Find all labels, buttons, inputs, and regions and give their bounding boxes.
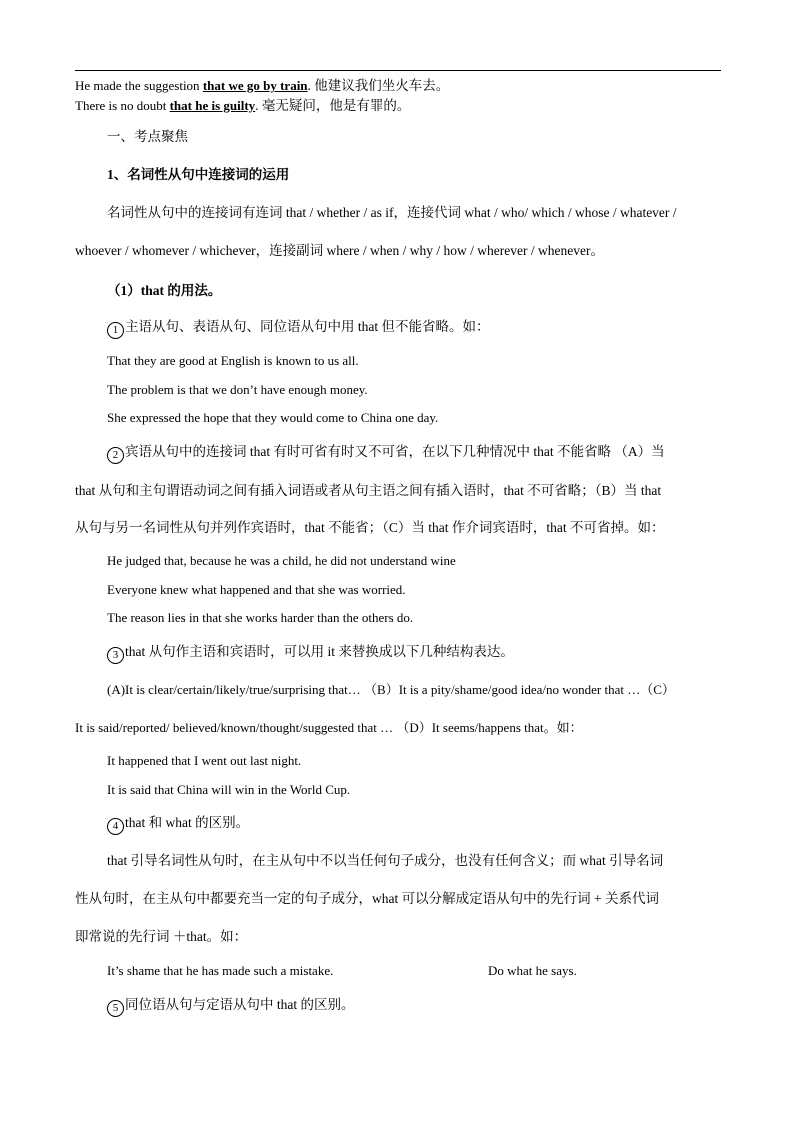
heading-connectives: 1、名词性从句中连接词的运用	[107, 167, 290, 182]
structure-line-1: (A)It is clear/certain/likely/true/surprising that… （B）It is a pity/shame/good idea/no wonder that …（C）	[107, 682, 675, 697]
example-3b: It is said that China will win in the World Cup.	[107, 782, 351, 797]
point-2-line-3: 从句与另一名词性从句并列作宾语时，that 不能省；（C）当 that 作介词宾语时，that 不可省掉。如：	[75, 520, 665, 535]
point-2	[107, 443, 665, 464]
para-that-what-line-2: 性从句时，在主从句中都要充当一定的句子成分，what 可以分解成定语从句中的先行词 + 关系代词	[75, 891, 659, 906]
point-1	[107, 318, 490, 339]
intro-sentence-2	[75, 97, 410, 115]
example-2c: The reason lies in that she works harder than the others do.	[107, 610, 414, 625]
intro-2-highlight: that he is guilty	[169, 98, 256, 113]
point-3	[107, 643, 514, 664]
para-that-what-line-1: that 引导名词性从句时，在主从句中不以当任何句子成分，也没有任何含义；而 what 引导名词	[107, 853, 664, 868]
para-that-what-line-3: 即常说的先行词 ＋that。如：	[75, 929, 248, 944]
intro-2-translation: . 毫无疑问，他是有罪的。	[255, 98, 411, 113]
subheading-that-usage: （1）that 的用法。	[107, 283, 222, 298]
intro-sentence-1	[75, 77, 449, 95]
structure-line-2: It is said/reported/ believed/known/thought/suggested that … （D）It seems/happens that。如：	[75, 720, 583, 735]
example-2a: He judged that, because he was a child, he did not understand wine	[107, 553, 456, 568]
circled-number-5: 5	[107, 1000, 124, 1017]
example-4a: It’s shame that he has made such a mistake.	[107, 963, 334, 978]
intro-1-translation: . 他建议我们坐火车去。	[307, 78, 450, 93]
example-1b: The problem is that we don’t have enough money.	[107, 382, 368, 397]
header-rule	[75, 70, 721, 71]
circled-number-1: 1	[107, 322, 124, 339]
para-connectives-line-2: whoever / whomever / whichever，连接副词 where / when / why / how / wherever / whenever。	[75, 243, 604, 258]
circled-number-2: 2	[107, 447, 124, 464]
circled-number-3: 3	[107, 647, 124, 664]
intro-1-text: He made the suggestion	[75, 78, 203, 93]
para-connectives-line-1: 名词性从句中的连接词有连词 that / whether / as if，连接代词 what / who/ which / whose / whatever /	[107, 205, 677, 220]
point-4-text: that 和 what 的区别。	[125, 815, 250, 830]
example-3a: It happened that I went out last night.	[107, 753, 302, 768]
example-1a: That they are good at English is known to us all.	[107, 353, 359, 368]
example-2b: Everyone knew what happened and that she was worried.	[107, 582, 406, 597]
intro-1-highlight: that we go by train	[202, 78, 308, 93]
intro-2-text: There is no doubt	[75, 98, 170, 113]
point-1-text: 主语从句、表语从句、同位语从句中用 that 但不能省略。如：	[125, 319, 490, 334]
section-title: 一、考点聚焦	[107, 129, 188, 144]
point-4	[107, 814, 249, 835]
point-5-text: 同位语从句与定语从句中 that 的区别。	[125, 997, 355, 1012]
example-4b: Do what he says.	[488, 963, 577, 978]
point-2-line-2: that 从句和主句谓语动词之间有插入词语或者从句主语之间有插入语时，that 不可省略；（B）当 that	[75, 483, 662, 498]
point-3-text: that 从句作主语和宾语时，可以用 it 来替换成以下几种结构表达。	[125, 644, 514, 659]
circled-number-4: 4	[107, 818, 124, 835]
point-5	[107, 996, 355, 1017]
example-1c: She expressed the hope that they would come to China one day.	[107, 410, 439, 425]
point-2-line-1: 宾语从句中的连接词 that 有时可省有时又不可省，在以下几种情况中 that 不能省略 （A）当	[125, 444, 665, 459]
